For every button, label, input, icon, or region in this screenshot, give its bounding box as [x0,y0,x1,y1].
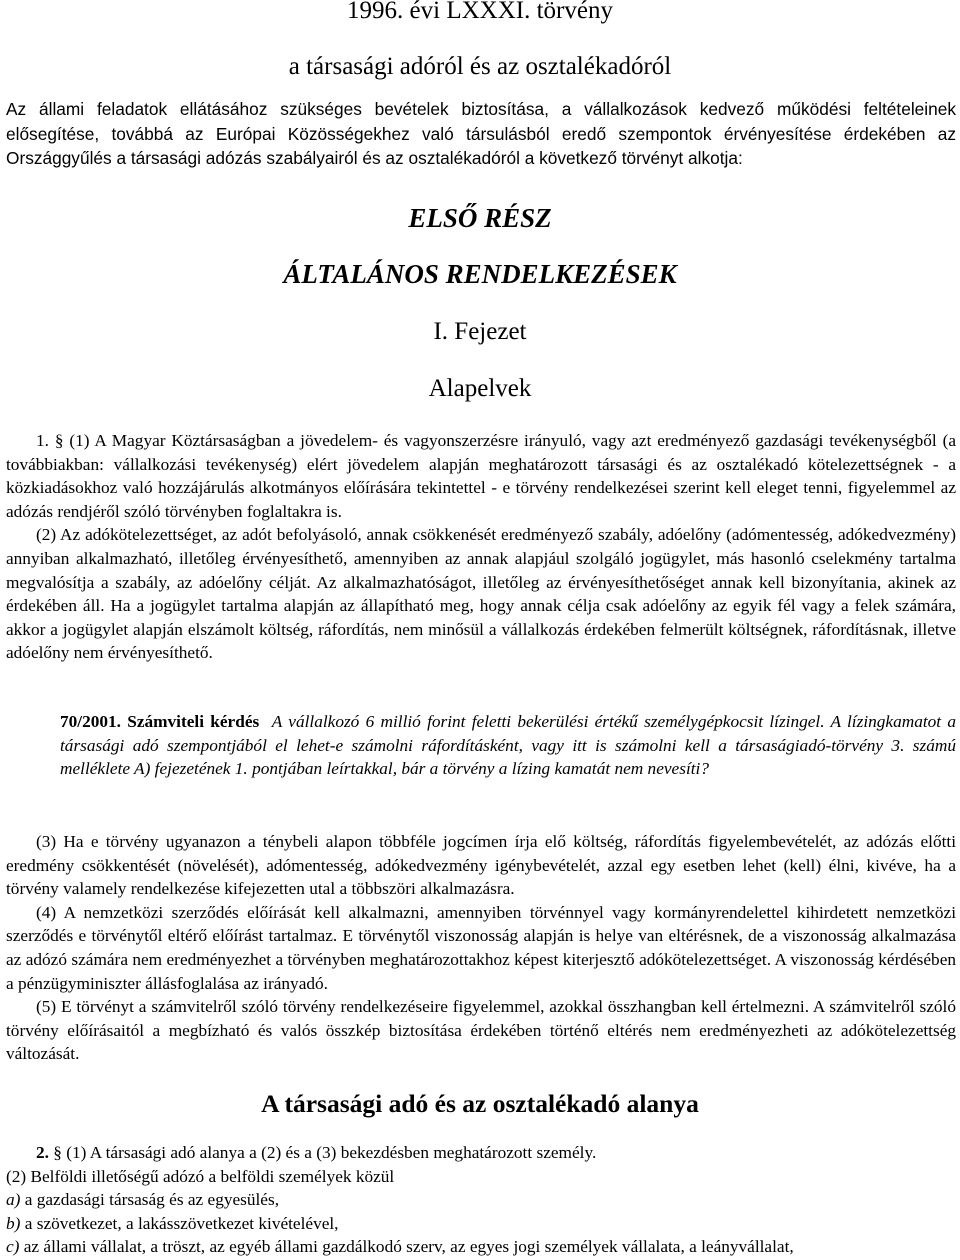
section-title: A társasági adó és az osztalékadó alanya [261,1089,699,1118]
part-heading: ELSŐ RÉSZ [408,203,552,233]
section-1-number: 1. [36,431,55,450]
list-item-b: b) a szövetkezet, a lakásszövetkezet kivételével, [6,1213,339,1233]
section-2-para-2: (2) Belföldi illetőségű adózó a belföldi személyek közül [6,1166,395,1186]
section-1-para-1: 1. § (1) A Magyar Köztársaságban a jövedelem- és vagyonszerzésre irányuló, vagy azt eredményező gazdasági tevékenységből (a továbbiakban: vállalkozási tevékenység) elért jövedelem alapján meghatározott társasági és az osztalékadó kötelezettségnek - a közkiadásokhoz való hozzájárulás alkotmányos előírására tekintettel - e törvény rendelkezései szerint kell eleget tenni, figyelemmel az adózás rendjéről szóló törvényben foglaltakra is. [6,431,956,521]
list-item-c: c) az állami vállalat, a tröszt, az egyéb állami gazdálkodó szerv, az egyes jogi személyek vállalata, a leányvállalat, [6,1237,794,1257]
chapter-heading: I. Fejezet [433,318,527,345]
section-2-number: 2. [36,1143,54,1162]
section-1-para-4: (4) A nemzetközi szerződés előírását kell alkalmazni, amennyiben törvénnyel vagy kormányrendelettel kihirdetett nemzetközi szerződés e törvénytől eltérő előírást tartalmaz. E törvénytől viszonosság alapján is helye van eltérésnek, de a viszonosság alkalmazása az adózó számára nem eredményezhet a törvényben meghatározottakhoz képest kiterjesztő adókötelezettséget. A viszonosság kérdésében a pénzügyminiszter állásfoglalása az irányadó. [6,902,956,993]
list-item-a: a) a gazdasági társaság és az egyesülés, [6,1190,280,1210]
section-1-para-3: (3) Ha e törvény ugyanazon a ténybeli alapon többféle jogcímen írja elő költség, ráfordítás figyelembevételét, az adózás előtti eredmény csökkentését (növelését), adómentesség, adókedvezmény igénybevételét, azzal egy esetben lehet (kell) élni, kivéve, ha a törvény valamely rendelkezése kifejezetten utal a többszöri alkalmazásra. [6,832,956,899]
section-sign-icon: § [54,431,70,450]
chapter-subheading: Alapelvek [428,375,532,402]
section-1-para-2: (2) Az adókötelezettséget, az adót befolyásoló, annak csökkenését eredményező szabály, adóelőny (adómentesség, adókedvezmény) annyiban alkalmazható, illetőleg érvényesíthető, amennyiben az annak alapjául szolgáló jogügylet, más hasonló cselekmény tartalma megvalósítja a szabály, az adóelőny célját. Az alkalmazhatóságot, illetőleg az érvényesíthetőséget annak kell bizonyítania, akinek az érdekében áll. Ha a jogügylet tartalma alapján az állapítható meg, hogy annak célja csak adóelőny az egyik fél vagy a felek számára, akkor a jogügylet alapján elszámolt költség, ráfordítás, nem minősül a vállalkozás érdekében felmerült költségnek, ráfordításnak, illetve adóelőny nem érvényesíthető. [6,525,956,663]
part-subheading: ÁLTALÁNOS RENDELKEZÉSEK [283,259,677,289]
section-1 [6,429,956,665]
section-sign-icon: § [53,1143,67,1162]
note-reference: 70/2001. Számviteli kérdés [60,712,260,731]
accounting-question-note [60,710,956,781]
preamble: Az állami feladatok ellátásához szükséges bevételek biztosítása, a vállalkozások kedvező működési feltételeinek elősegítése, továbbá az Európai Közösségekhez való társulásból eredő szempontok érvényesítése érdekében az Országgyűlés a társasági adózás szabályairól és az osztalékadóról a következő törvényt alkotja: [6,99,956,168]
section-2 [6,1141,956,1259]
law-subtitle: a társasági adóról és az osztalékadóról [288,53,672,80]
section-1-continued [6,830,956,1066]
note-text: A vállalkozó 6 millió forint feletti bekerülési értékű személygépkocsit lízingel. A lízingkamatot a társasági adó szempontjából el lehet-e számolni ráfordításként, vagy itt is számolni kell a társaságiadó-törvény 3. számú melléklete A) fejezetének 1. pontjában leírtakkal, bár a törvény a lízing kamatát nem nevesíti? [60,712,956,779]
section-2-para-1: 2. § (1) A társasági adó alanya a (2) és a (3) bekezdésben meghatározott személy. [36,1143,597,1162]
law-title: 1996. évi LXXXI. törvény [347,0,613,24]
section-1-para-5: (5) E törvényt a számvitelről szóló törvény rendelkezéseire figyelemmel, azokkal összhangban kell értelmezni. A számvitelről szóló törvény előírásaitól a megbízható és valós összkép biztosítása érdekében történő eltérés nem eredményezheti az adókötelezettség változását. [6,997,956,1064]
